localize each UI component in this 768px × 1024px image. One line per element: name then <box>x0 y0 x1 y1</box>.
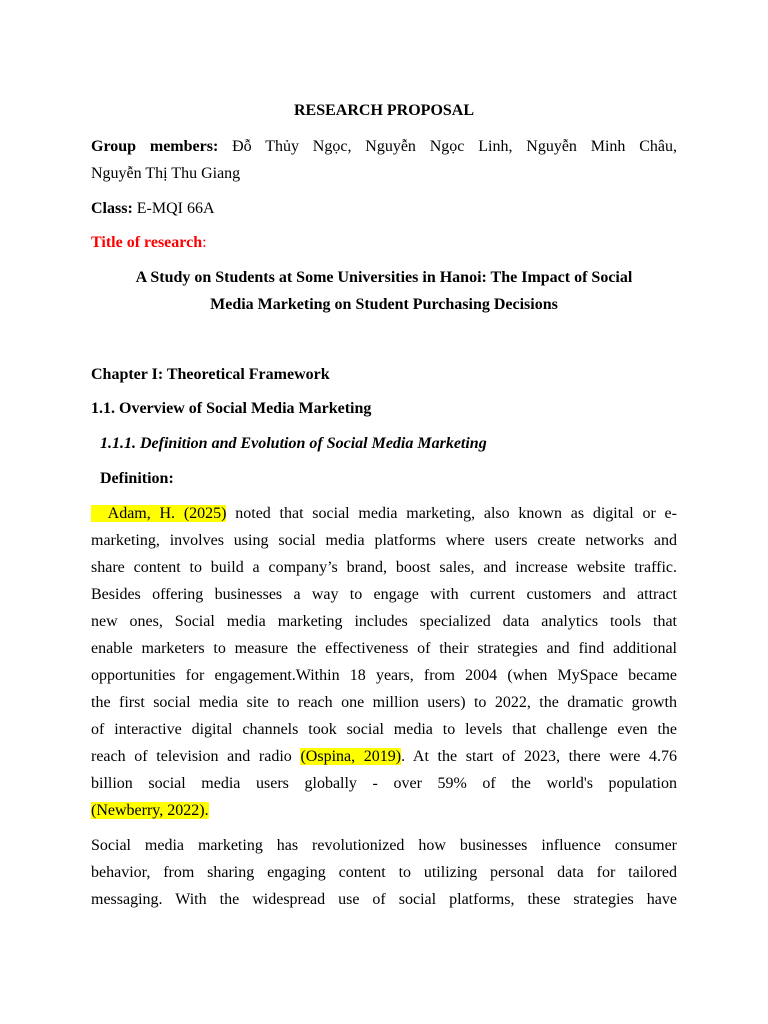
paragraph-1-line-2: marketing, involves using social media platforms where users create networks and <box>91 532 677 549</box>
paragraph-1-line-10-text-a: reach of television and radio <box>91 748 301 765</box>
class-label: Class: <box>91 200 133 217</box>
paragraph-1-line-6: enable marketers to measure the effectiveness of their strategies and find additional <box>91 640 677 657</box>
paragraph-1-line-11: billion social media users globally - over 59% of the world's population <box>91 775 677 792</box>
paragraph-1-line-9: of interactive digital channels took social media to levels that challenge even the <box>91 721 677 738</box>
paragraph-2-line-1: Social media marketing has revolutionized how businesses influence consumer <box>91 837 677 854</box>
citation-ospina: (Ospina, 2019) <box>300 748 402 765</box>
research-title-line-2: Media Marketing on Student Purchasing Decisions <box>210 296 558 313</box>
definition-label: Definition: <box>100 470 174 487</box>
paragraph-1-line-1-text: noted that social media marketing, also known as digital or e- <box>226 505 677 522</box>
paragraph-1-line-8: the first social media site to reach one million users) to 2022, the dramatic growth <box>91 694 677 711</box>
chapter-heading: Chapter I: Theoretical Framework <box>91 366 330 383</box>
citation-newberry: (Newberry, 2022). <box>91 802 209 819</box>
title-of-research-label-line <box>91 233 207 253</box>
subsection-heading: 1.1.1. Definition and Evolution of Social Media Marketing <box>100 435 487 452</box>
paragraph-1-line-3: share content to build a company’s brand, boost sales, and increase website traffic. <box>91 559 677 576</box>
title-colon: : <box>202 234 207 251</box>
research-title-line-1: A Study on Students at Some Universities in Hanoi: The Impact of Social <box>135 269 633 286</box>
paragraph-1-line-5: new ones, Social media marketing includes specialized data analytics tools that <box>91 613 677 630</box>
section-heading: 1.1. Overview of Social Media Marketing <box>91 400 372 417</box>
group-members-names: Đỗ Thủy Ngọc, Nguyễn Ngọc Linh, Nguyễn Minh Châu, <box>218 138 678 155</box>
group-members-names-cont: Nguyễn Thị Thu Giang <box>91 165 241 182</box>
paragraph-2-line-2: behavior, from sharing engaging content to utilizing personal data for tailored <box>91 864 677 881</box>
document-heading: RESEARCH PROPOSAL <box>293 102 475 119</box>
class-line <box>91 199 215 219</box>
title-of-research-label: Title of research <box>91 234 203 251</box>
group-members-label: Group members: <box>91 138 219 155</box>
paragraph-1-line-10-text-b: . At the start of 2023, there were 4.76 <box>401 748 677 765</box>
citation-adam: Adam, H. (2025) <box>91 505 227 522</box>
paragraph-2-line-3: messaging. With the widespread use of social platforms, these strategies have <box>91 891 677 908</box>
paragraph-1-line-4: Besides offering businesses a way to engage with current customers and attract <box>91 586 677 603</box>
class-value: E-MQI 66A <box>132 200 215 217</box>
paragraph-1-line-10 <box>91 747 677 767</box>
paragraph-1-line-12 <box>91 801 209 821</box>
paragraph-1-line-7: opportunities for engagement.Within 18 years, from 2004 (when MySpace became <box>91 667 677 684</box>
paragraph-1-line-1 <box>91 504 677 524</box>
group-members-line <box>91 137 677 157</box>
